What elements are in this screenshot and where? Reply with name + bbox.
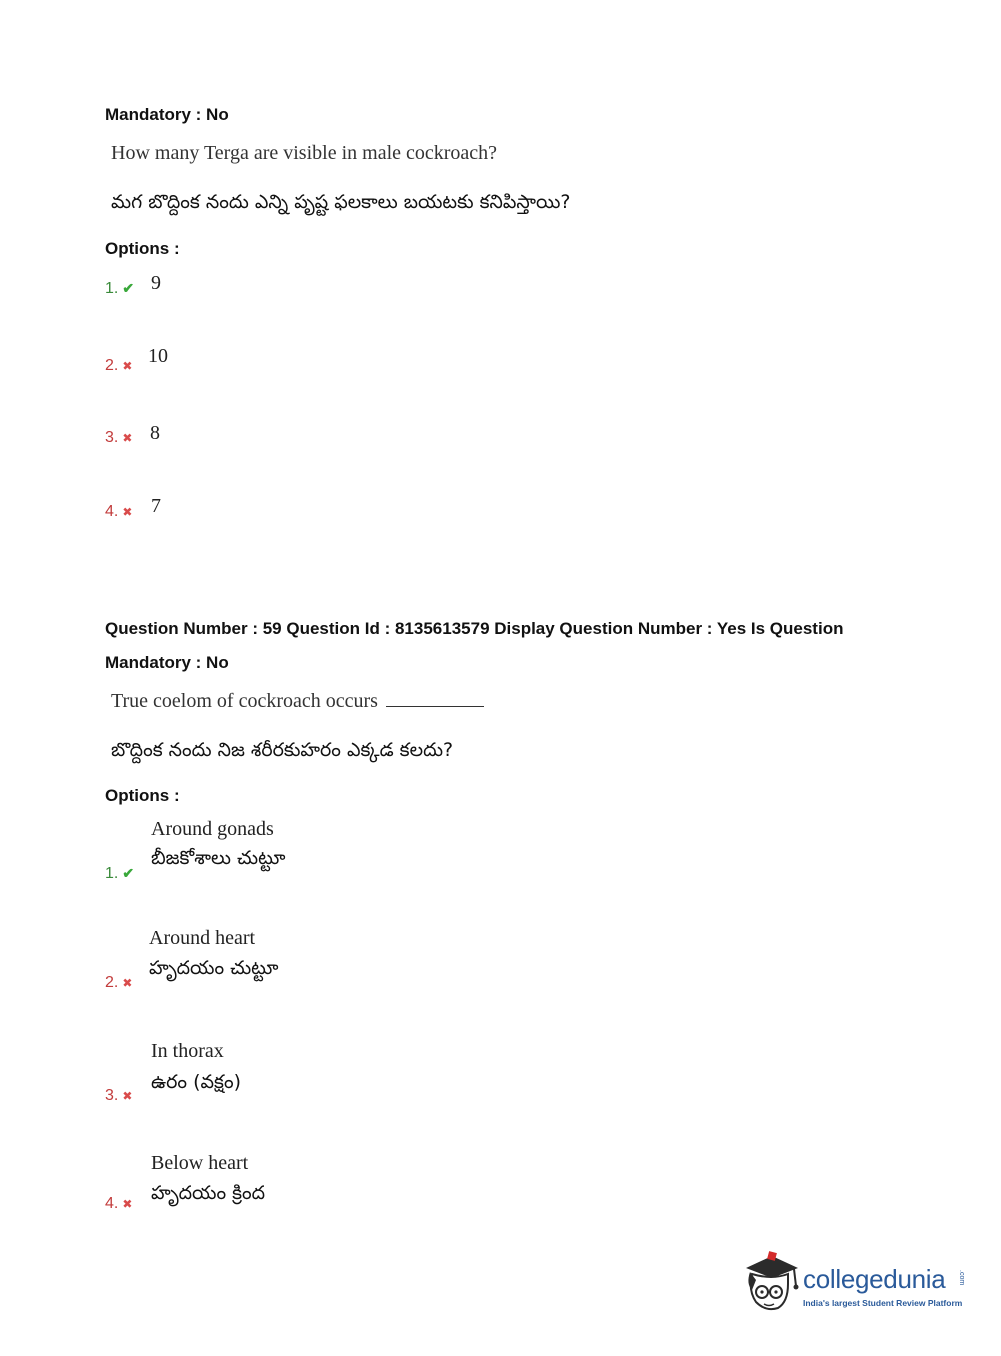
q2-option-2-number [105, 974, 132, 992]
q2-options-label: Options : [105, 786, 180, 805]
q2-option-3-number [105, 1087, 132, 1105]
option-number: 3. [105, 1087, 119, 1104]
option-number: 2. [105, 357, 119, 374]
q1-option-1-text: 9 [151, 272, 161, 294]
cross-icon: ✖ [122, 1089, 133, 1103]
q1-option-2-text: 10 [148, 345, 168, 367]
q1-mandatory: Mandatory : No [105, 105, 229, 124]
option-number: 4. [105, 503, 119, 520]
q1-question-english: How many Terga are visible in male cockroach? [111, 142, 498, 164]
option-number: 4. [105, 1195, 119, 1212]
option-number: 3. [105, 429, 119, 446]
collegedunia-mascot-icon [742, 1250, 802, 1318]
cross-icon: ✖ [122, 505, 133, 519]
q1-question-telugu: మగ బొద్దింక నందు ఎన్ని పృష్ట ఫలకాలు బయటకు కనిపిస్తాయి? [111, 191, 571, 213]
q1-option-4-text: 7 [151, 495, 161, 517]
q2-option-3-telugu: ఉరం (వక్షం) [151, 1071, 241, 1093]
q2-question-telugu: బొద్దింక నందు నిజ శరీరకుహరం ఎక్కడ కలదు? [111, 739, 454, 761]
option-number: 1. [105, 280, 119, 297]
q2-mandatory: Mandatory : No [105, 653, 229, 672]
answer-blank [386, 705, 484, 707]
cross-icon: ✖ [122, 1197, 133, 1211]
check-icon: ✔ [122, 280, 135, 296]
q1-option-2-number [105, 357, 132, 375]
q1-option-3-text: 8 [150, 422, 160, 444]
q2-option-4-english: Below heart [151, 1152, 249, 1174]
brand-tagline: India's largest Student Review Platform [803, 1298, 963, 1308]
q2-question-english [111, 690, 484, 713]
cross-icon: ✖ [122, 359, 133, 373]
q2-option-4-number [105, 1195, 132, 1213]
q2-option-2-telugu: హృదయం చుట్టూ [149, 957, 279, 979]
q1-option-4-number [105, 503, 132, 521]
cross-icon: ✖ [122, 431, 133, 445]
q1-option-3-number [105, 429, 132, 447]
q2-question-text: True coelom of cockroach occurs [111, 690, 378, 712]
q2-header: Question Number : 59 Question Id : 8135613579 Display Question Number : Yes Is Question [105, 619, 844, 638]
option-number: 2. [105, 974, 119, 991]
option-number: 1. [105, 865, 119, 882]
brand-tld: .com [958, 1270, 965, 1286]
q2-option-4-telugu: హృదయం క్రింద [151, 1182, 266, 1204]
q1-option-1-number [105, 280, 134, 298]
check-icon: ✔ [122, 865, 135, 881]
cross-icon: ✖ [122, 976, 133, 990]
q2-option-1-telugu: బీజకోశాలు చుట్టూ [151, 847, 286, 869]
brand-name: collegedunia [803, 1264, 946, 1294]
q2-option-3-english: In thorax [151, 1040, 224, 1062]
q2-option-1-english: Around gonads [151, 818, 274, 840]
q2-option-2-english: Around heart [149, 927, 256, 949]
q1-options-label: Options : [105, 239, 180, 258]
q2-option-1-number [105, 865, 134, 883]
